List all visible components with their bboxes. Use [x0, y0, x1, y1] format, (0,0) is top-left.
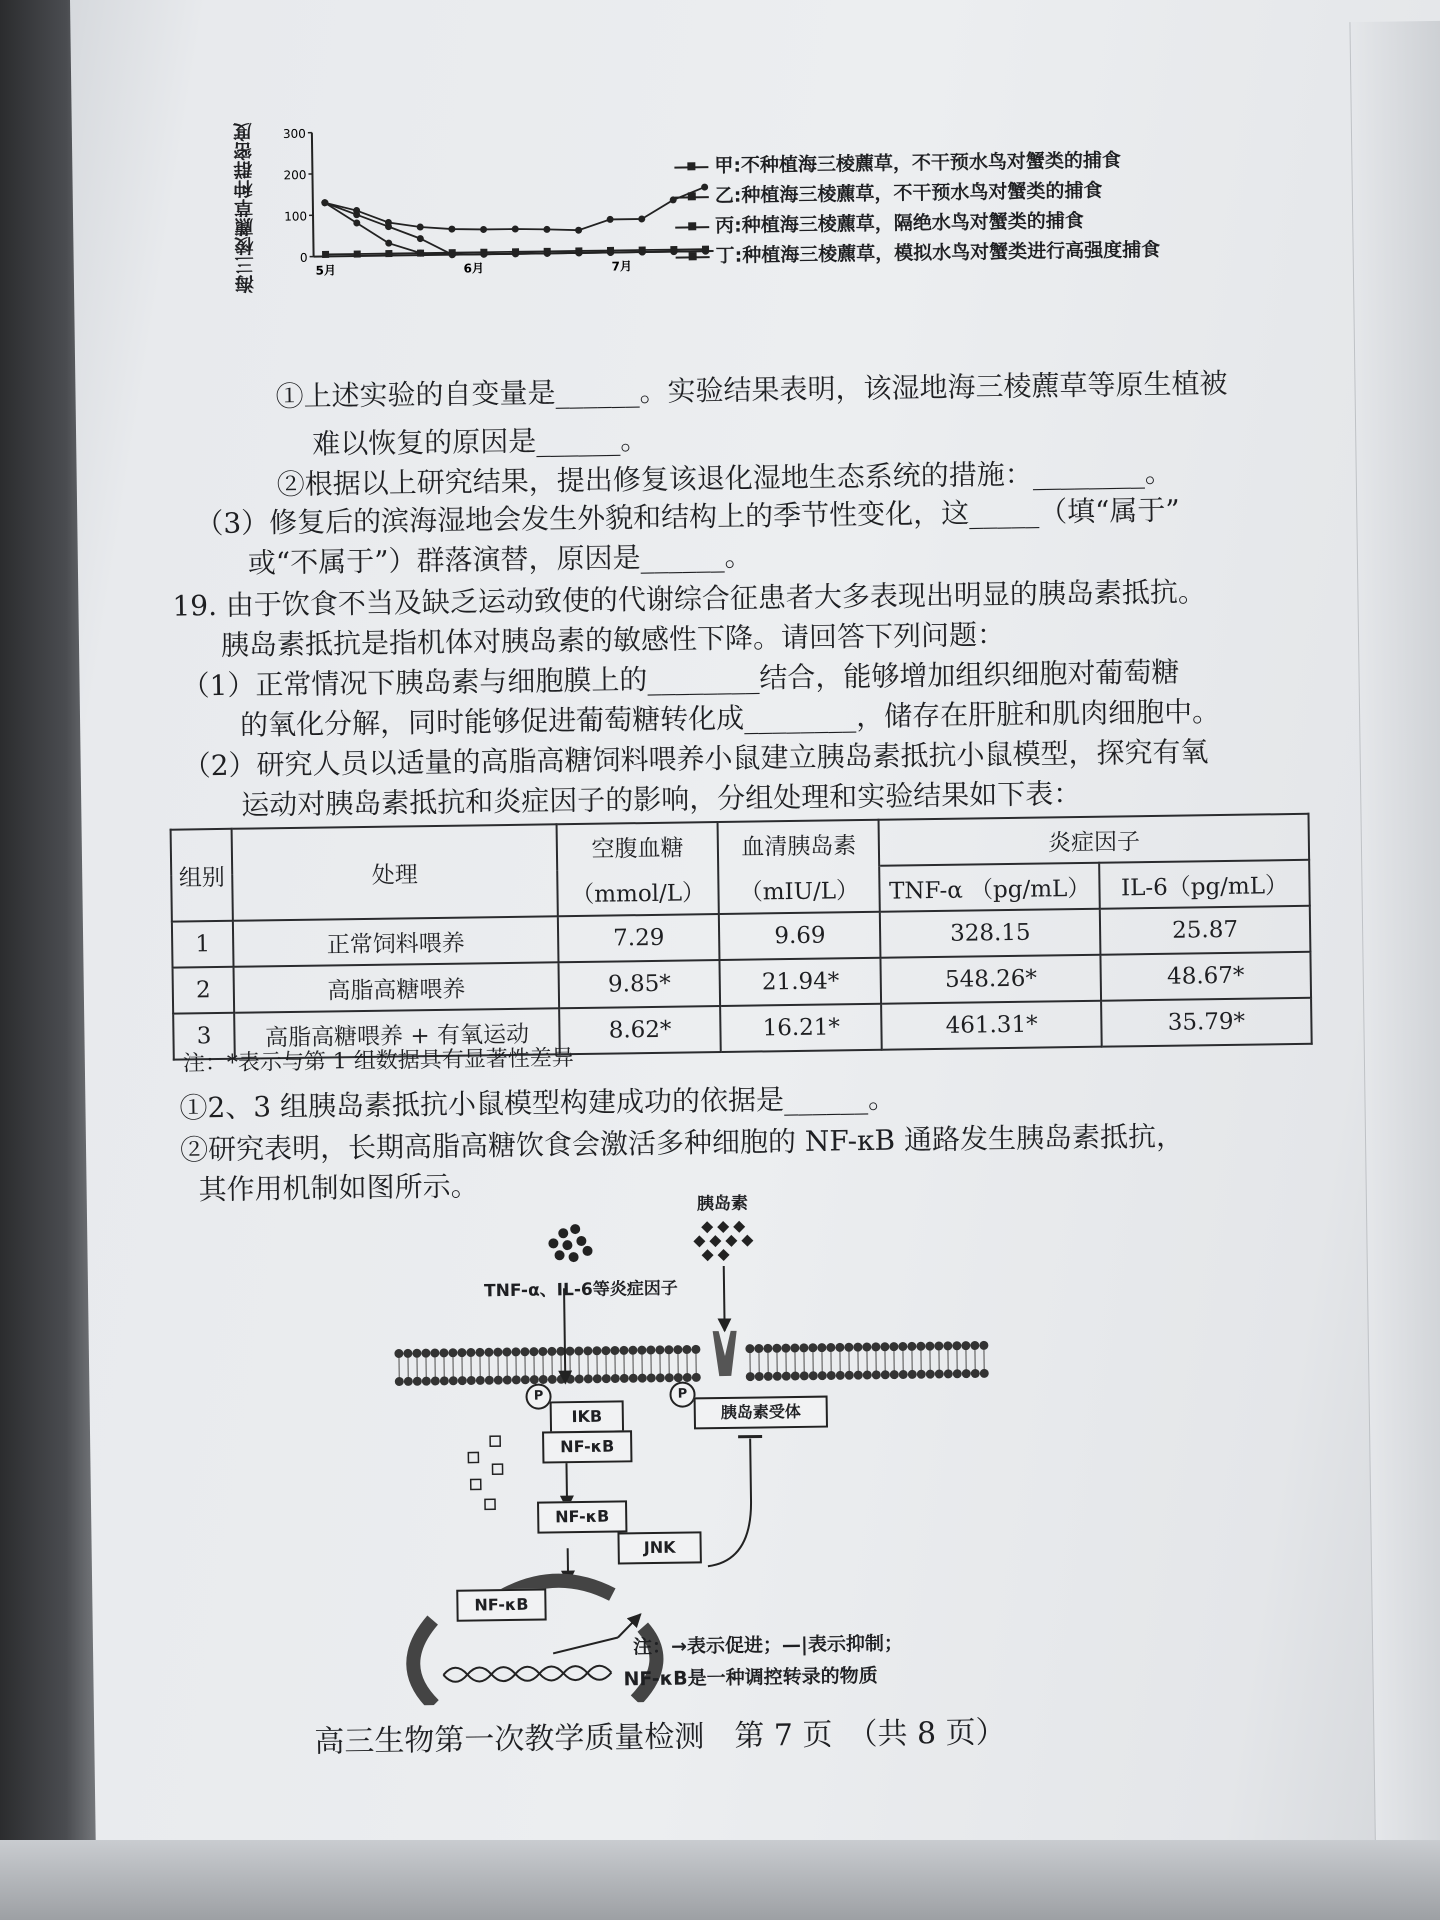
lipid-head — [772, 1344, 781, 1353]
lipid-head — [907, 1342, 916, 1351]
lipid-head — [800, 1371, 809, 1380]
lipid-head — [404, 1377, 413, 1386]
x-tick-label: 7月 — [611, 259, 633, 274]
question-3-3-line2: 或“不属于”）群落演替，原因是______。 — [247, 539, 753, 580]
lipid-head — [629, 1374, 638, 1383]
cell-treatment: 高脂高糖喂养 + 有氧运动 — [234, 1008, 559, 1059]
lipid-head — [872, 1370, 881, 1379]
cell-membrane — [394, 1341, 988, 1386]
lipid-head — [781, 1344, 790, 1353]
lipid-head — [782, 1372, 791, 1381]
question-3-2-line: ②根据以上研究结果，提出修复该退化湿地生态系统的措施：________。 — [276, 455, 1173, 502]
lipid-head — [944, 1369, 953, 1378]
lipid-head — [457, 1348, 466, 1357]
question-3-1-line1: ①上述实验的自变量是______。实验结果表明，该湿地海三棱藨草等原生植被 — [275, 366, 1228, 414]
lipid-head — [476, 1376, 485, 1385]
lipid-head — [952, 1341, 961, 1350]
lipid-head — [431, 1376, 440, 1385]
nfkb-box-nucleus: NF-κB — [456, 1589, 546, 1622]
y-tick-label: 100 — [284, 209, 308, 224]
insulin-receptor-box: 胰岛素受体 — [694, 1396, 828, 1430]
legend-label: 丙:种植海三棱藨草，隔绝水鸟对蟹类的捕食 — [715, 209, 1084, 238]
lipid-head — [844, 1343, 853, 1352]
cell-glucose: 7.29 — [558, 914, 720, 962]
lipid-head — [592, 1346, 601, 1355]
legend-label: 乙:种植海三棱藨草，不干预水鸟对蟹类的捕食 — [714, 179, 1103, 208]
lipid-head — [691, 1345, 700, 1354]
phospho-icon-ikb: P — [525, 1383, 551, 1409]
lipid-head — [943, 1341, 952, 1350]
lipid-head — [412, 1349, 421, 1358]
legend-label: 丁:种植海三棱藨草，模拟水鸟对蟹类进行高强度捕食 — [715, 238, 1161, 268]
lipid-head — [827, 1371, 836, 1380]
lipid-head — [503, 1375, 512, 1384]
transcription-arrow — [553, 1638, 618, 1654]
header-glucose: 空腹血糖 — [557, 822, 719, 870]
question-3-1-line2: 难以恢复的原因是______。 — [311, 422, 649, 461]
cell-tnf: 461.31* — [881, 1001, 1101, 1050]
lipid-head — [584, 1374, 593, 1383]
lipid-head — [934, 1341, 943, 1350]
lipid-head — [422, 1377, 431, 1386]
lipid-head — [863, 1370, 872, 1379]
lipid-head — [979, 1341, 988, 1350]
nfkb-box-cytoplasm: NF-κB — [542, 1430, 632, 1463]
lipid-head — [809, 1371, 818, 1380]
lipid-head — [521, 1375, 530, 1384]
lipid-head — [502, 1347, 511, 1356]
cell-group: 1 — [172, 921, 234, 968]
cell-glucose: 8.62* — [559, 1006, 721, 1054]
lipid-head — [980, 1369, 989, 1378]
lipid-head — [908, 1370, 917, 1379]
lipid-head — [953, 1369, 962, 1378]
lipid-head — [638, 1374, 647, 1383]
lipid-head — [449, 1376, 458, 1385]
lipid-head — [917, 1370, 926, 1379]
lipid-head — [673, 1345, 682, 1354]
lipid-head — [602, 1374, 611, 1383]
y-axis-line — [312, 133, 314, 257]
lipid-head — [611, 1374, 620, 1383]
lipid-head — [898, 1342, 907, 1351]
lipid-head — [628, 1346, 637, 1355]
legend-marker — [675, 196, 709, 198]
y-axis-label: 海三棱藨草种群密度 — [232, 122, 258, 294]
cell-treatment: 高脂高糖喂养 — [234, 962, 559, 1013]
data-point — [354, 250, 361, 257]
cell-insulin: 21.94* — [720, 958, 882, 1006]
lipid-head — [485, 1376, 494, 1385]
lipid-head — [845, 1371, 854, 1380]
header-il6: IL-6（pg/mL） — [1099, 860, 1310, 909]
legend-label: 甲:不种植海三棱藨草，不干预水鸟对蟹类的捕食 — [714, 149, 1122, 178]
header-group: 组别 — [171, 829, 233, 922]
cell-il6: 25.87 — [1100, 906, 1311, 955]
cell-group: 3 — [173, 1013, 235, 1060]
question-19-line2: 胰岛素抵抗是指机体对胰岛素的敏感性下降。请回答下列问题： — [220, 618, 1006, 662]
question-19-1-line2: 的氧化分解，同时能够促进葡萄糖转化成________，储存在肝脏和肌肉细胞中。 — [239, 695, 1221, 742]
diagram-note-line2: NF-κB是一种调控转录的物质 — [623, 1664, 878, 1691]
exam-page — [70, 0, 1440, 1920]
lipid-head — [835, 1343, 844, 1352]
cytokine-arrow — [564, 1288, 565, 1383]
lipid-head — [881, 1370, 890, 1379]
lipid-head — [395, 1377, 404, 1386]
insulin-label: 胰岛素 — [696, 1193, 749, 1215]
lipid-head — [601, 1346, 610, 1355]
lipid-head — [403, 1349, 412, 1358]
lipid-head — [971, 1369, 980, 1378]
header-treatment: 处理 — [232, 824, 558, 921]
lipid-head — [961, 1341, 970, 1350]
lipid-head — [836, 1371, 845, 1380]
x-tick-label: 6月 — [463, 261, 485, 276]
lipid-head — [647, 1373, 656, 1382]
legend-item-bing — [675, 206, 1084, 239]
data-point — [448, 226, 455, 233]
data-point — [385, 250, 392, 257]
lipid-head — [583, 1346, 592, 1355]
lipid-head — [665, 1373, 674, 1382]
lipid-head — [764, 1372, 773, 1381]
lipid-head — [610, 1346, 619, 1355]
lipid-head — [440, 1376, 449, 1385]
insulin-arrow — [724, 1266, 725, 1331]
header-insulin-unit: （mIU/L） — [719, 866, 881, 914]
y-tick-label: 200 — [283, 168, 307, 183]
lipid-head — [646, 1345, 655, 1354]
lipid-head — [620, 1374, 629, 1383]
question-19-2-line2: 运动对胰岛素抵抗和炎症因子的影响，分组处理和实验结果如下表： — [241, 776, 1082, 822]
lipid-head — [799, 1343, 808, 1352]
lipid-head — [413, 1377, 422, 1386]
question-3-3-line1: （3）修复后的滨海湿地会发生外貌和结构上的季节性变化，这_____（填“属于” — [195, 493, 1180, 541]
lipid-head — [853, 1343, 862, 1352]
jnk-inhibit-line — [706, 1439, 752, 1567]
cell-il6: 48.67* — [1100, 952, 1311, 1001]
lipid-head — [763, 1344, 772, 1353]
header-glucose-unit: （mmol/L） — [557, 868, 719, 916]
x-tick-label: 5月 — [315, 263, 337, 278]
y-tick-label: 300 — [282, 126, 306, 142]
lipid-head — [394, 1349, 403, 1358]
cell-glucose: 9.85* — [558, 960, 720, 1008]
lipid-head — [926, 1370, 935, 1379]
lipid-head — [790, 1343, 799, 1352]
lipid-head — [826, 1343, 835, 1352]
legend-marker — [674, 166, 708, 168]
lipid-head — [421, 1349, 430, 1358]
lipid-head — [664, 1345, 673, 1354]
lipid-head — [430, 1348, 439, 1357]
question-19-2-sub2-line1: ②研究表明，长期高脂高糖饮食会激活多种细胞的 NF-κB 通路发生胰岛素抵抗， — [179, 1119, 1185, 1167]
degraded-ikb-icon — [468, 1436, 503, 1509]
lipid-head — [791, 1371, 800, 1380]
lipid-head — [511, 1347, 520, 1356]
lipid-head — [773, 1372, 782, 1381]
lipid-head — [899, 1370, 908, 1379]
lipid-head — [682, 1345, 691, 1354]
lipid-head — [494, 1376, 503, 1385]
lipid-head — [529, 1347, 538, 1356]
cytokine-particles-icon — [548, 1224, 593, 1263]
diagram-note-line1: 注：→表示促进；—|表示抑制； — [632, 1632, 904, 1659]
lipid-head — [925, 1342, 934, 1351]
lipid-head — [548, 1375, 557, 1384]
lipid-head — [970, 1341, 979, 1350]
lipid-head — [880, 1342, 889, 1351]
lipid-head — [871, 1342, 880, 1351]
lipid-head — [655, 1345, 664, 1354]
data-point — [417, 235, 424, 242]
receptor-icon — [713, 1331, 738, 1376]
cell-il6: 35.79* — [1101, 998, 1312, 1047]
chart-series — [321, 184, 709, 260]
insulin-particles-icon — [693, 1221, 754, 1262]
data-point — [607, 216, 614, 223]
jnk-box: JNK — [617, 1531, 701, 1564]
table-note: 注：*表示与第 1 组数据具有显著性差异 — [182, 1046, 575, 1077]
lipid-head — [818, 1371, 827, 1380]
header-insulin: 血清胰岛素 — [718, 820, 880, 868]
lipid-head — [862, 1342, 871, 1351]
nfkb-box-translocating: NF-κB — [537, 1500, 627, 1533]
lipid-head — [575, 1374, 584, 1383]
lipid-head — [475, 1348, 484, 1357]
cytokine-label: TNF-α、IL-6等炎症因子 — [483, 1278, 678, 1302]
lipid-head — [692, 1373, 701, 1382]
mechanism-diagram — [367, 1175, 1134, 1706]
cell-insulin: 9.69 — [719, 912, 881, 960]
lipid-head — [637, 1346, 646, 1355]
header-inflammation: 炎症因子 — [879, 814, 1309, 866]
nucleus-envelope-left — [413, 1620, 434, 1705]
lipid-head — [656, 1373, 665, 1382]
lipid-head — [745, 1344, 754, 1353]
lipid-head — [755, 1372, 764, 1381]
lipid-head — [817, 1343, 826, 1352]
data-point — [543, 226, 550, 233]
data-point — [480, 226, 487, 233]
lipid-head — [889, 1342, 898, 1351]
ikb-box: IKB — [550, 1400, 624, 1433]
lipid-head — [916, 1342, 925, 1351]
cell-tnf: 328.15 — [880, 909, 1100, 958]
lipid-head — [746, 1372, 755, 1381]
question-19-2-sub1: ①2、3 组胰岛素抵抗小鼠模型构建成功的依据是______。 — [179, 1081, 897, 1125]
results-table — [170, 813, 1313, 1061]
lipid-head — [935, 1369, 944, 1378]
question-19-2-sub2-line2: 其作用机制如图所示。 — [198, 1169, 479, 1207]
phospho-icon-receptor: P — [669, 1381, 695, 1407]
lipid-head — [466, 1348, 475, 1357]
lipid-head — [566, 1375, 575, 1384]
data-point — [417, 223, 424, 230]
desk-bottom — [0, 1840, 1440, 1920]
lipid-head — [854, 1371, 863, 1380]
lipid-head — [448, 1348, 457, 1357]
legend-marker — [675, 226, 709, 228]
lipid-head — [493, 1348, 502, 1357]
data-point — [322, 251, 329, 258]
lipid-head — [467, 1376, 476, 1385]
lipid-head — [619, 1346, 628, 1355]
lipid-head — [890, 1370, 899, 1379]
lipid-head — [754, 1344, 763, 1353]
y-tick-label: 0 — [299, 250, 308, 265]
page-footer: 高三生物第一次教学质量检测 第 7 页 （共 8 页） — [314, 1715, 1006, 1760]
data-point — [512, 225, 519, 232]
lipid-head — [565, 1347, 574, 1356]
cell-treatment: 正常饲料喂养 — [233, 916, 558, 967]
lipid-head — [808, 1343, 817, 1352]
header-tnf: TNF-α （pg/mL） — [880, 863, 1100, 912]
question-19-2-line1: （2）研究人员以适量的高脂高糖饲料喂养小鼠建立胰岛素抵抗小鼠模型，探究有氧 — [182, 735, 1209, 783]
question-19-1-line1: （1）正常情况下胰岛素与细胞膜上的________结合，能够增加组织细胞对葡萄糖 — [181, 655, 1180, 703]
data-point — [575, 227, 582, 234]
lipid-head — [962, 1369, 971, 1378]
lipid-head — [512, 1375, 521, 1384]
lipid-head — [547, 1347, 556, 1356]
lipid-head — [484, 1348, 493, 1357]
cell-tnf: 548.26* — [881, 955, 1101, 1004]
cell-group: 2 — [173, 967, 235, 1014]
lipid-head — [574, 1346, 583, 1355]
cell-insulin: 16.21* — [720, 1004, 882, 1052]
lipid-head — [538, 1347, 547, 1356]
question-19-line1: 19. 由于饮食不当及缺乏运动致使的代谢综合征患者大多表现出明显的胰岛素抵抗。 — [172, 575, 1207, 623]
legend-marker — [676, 256, 710, 258]
lipid-head — [593, 1374, 602, 1383]
lipid-head — [458, 1376, 467, 1385]
lipid-head — [520, 1347, 529, 1356]
lipid-head — [439, 1348, 448, 1357]
